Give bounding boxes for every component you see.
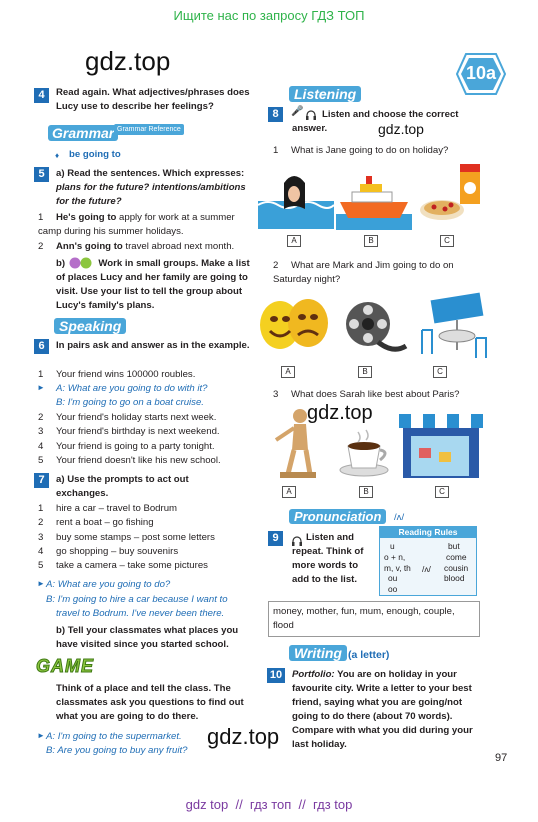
reading-rules-box <box>379 526 477 596</box>
item-number: 2 <box>38 241 44 252</box>
option-b-box[interactable]: B <box>359 486 373 498</box>
list-item <box>38 240 253 254</box>
ex7-a: a) Use the prompts to act out exchanges. <box>56 474 189 499</box>
exercise-number: 10 <box>267 668 285 683</box>
list-item: 3 buy some stamps – post some letters <box>38 532 215 543</box>
option-b-box[interactable]: B <box>358 366 372 378</box>
picture-coffee-cup <box>336 428 392 478</box>
picture-swimming <box>258 165 334 229</box>
list-item: 1 Your friend wins 100000 roubles. <box>38 369 196 380</box>
picture-cruise-ship <box>336 172 412 230</box>
unit-badge <box>456 52 506 96</box>
grammar-header <box>48 126 188 142</box>
speaking-header: Speaking <box>54 318 126 334</box>
list-item: 5 Your friend doesn't like his new school. <box>38 455 221 466</box>
picture-film-reel <box>338 296 408 358</box>
option-c-box[interactable]: C <box>433 366 447 378</box>
word-list-box: money, mother, fun, mum, enough, couple, flood <box>268 601 480 637</box>
writing-header: Writing <box>289 645 347 661</box>
bullet-icon: ♦ <box>55 151 60 160</box>
list-item: 4 go shopping – buy souvenirs <box>38 546 179 557</box>
watermark: gdz.top <box>307 402 373 424</box>
item-text: travel abroad next month. <box>122 241 235 252</box>
item-bold: He's going to <box>56 212 117 223</box>
ex4-instruction: Read again. What adjectives/phrases does Lucy use to describe her feelings? <box>56 87 250 112</box>
item-bold: Ann's going to <box>56 241 123 252</box>
game-text: Think of a place and tell the class. The classmates ask you questions to find out what you are going to do there. <box>56 683 244 722</box>
exercise-number: 4 <box>34 88 49 103</box>
model-b: B: I'm going to hire a car because I want to <box>46 594 228 605</box>
list-item <box>38 211 253 239</box>
listening-header: Listening <box>289 86 361 102</box>
unit-label: 10a <box>465 63 497 83</box>
watermark: gdz.top <box>85 46 171 76</box>
header-watermark: Ищите нас по запросу ГДЗ ТОП <box>173 8 365 23</box>
ex9-instruction: Listen and repeat. Think of more words to add to the list. <box>292 532 364 585</box>
ex10-instruction <box>292 668 482 752</box>
ex5-a-text: Read the sentences. Which expresses: <box>67 168 245 179</box>
option-a-box[interactable]: A <box>281 366 295 378</box>
picture-theatre-masks <box>256 295 332 355</box>
sound-symbol: /ʌ/ <box>394 512 405 523</box>
writing-subtitle: (a letter) <box>348 649 390 661</box>
ex5-a <box>56 167 256 209</box>
ex10-text: You are on holiday in your favourite city. Write a letter to your best friend, saying what you are going/not going to do there (about 70 words). Compare with what you did during your last holiday. <box>292 669 473 750</box>
exercise-number: 7 <box>34 473 49 488</box>
arrow-icon: ► <box>37 383 45 392</box>
arrow-icon: ► <box>37 579 45 588</box>
model-a: A: What are you going to do? <box>46 579 171 590</box>
rules-left: u o + n, m, v, th ou oo <box>384 541 411 595</box>
rules-symbol: /ʌ/ <box>422 564 431 574</box>
page-number: 97 <box>495 752 508 764</box>
model-b: B: Are you going to buy any fruit? <box>46 745 188 756</box>
ex8-instruction: Listen and choose the correct answer. <box>292 109 459 134</box>
group-work-icon <box>68 257 96 269</box>
part-label: a) <box>56 168 65 179</box>
grammar-topic: be going to <box>69 149 121 160</box>
question: 1 What is Jane going to do on holiday? <box>273 145 449 156</box>
model-a: A: I'm going to the supermarket. <box>46 731 182 742</box>
exercise-number: 6 <box>34 339 49 354</box>
rules-right: but come cousin blood <box>444 541 469 584</box>
option-c-box[interactable]: C <box>435 486 449 498</box>
list-item: 2 rent a boat – go fishing <box>38 517 154 528</box>
list-item: 4 Your friend is going to a party tonight. <box>38 441 215 452</box>
item-number: 1 <box>38 212 44 223</box>
footer-watermark: gdz top // гдз топ // гдз top <box>185 797 353 812</box>
exercise-number: 5 <box>34 167 49 182</box>
list-item: 2 Your friend's holiday starts next week. <box>38 412 217 423</box>
model-b: B: I'm going to go on a boat cruise. <box>56 397 204 408</box>
reading-rules-title: Reading Rules <box>380 527 476 538</box>
picture-shop-front <box>399 406 483 480</box>
option-a-box[interactable]: A <box>287 235 301 247</box>
ex7-b: b) Tell your classmates what places you have visited since you started school. <box>56 625 239 650</box>
arrow-icon: ► <box>37 731 45 740</box>
ex5-b <box>56 257 256 313</box>
ex6-instruction: In pairs ask and answer as in the example. <box>56 340 250 351</box>
portfolio-label: Portfolio: <box>292 669 335 680</box>
list-item: 1 hire a car – travel to Bodrum <box>38 503 178 514</box>
question: 3 What does Sarah like best about Paris? <box>273 389 460 400</box>
ex5-b-text: Work in small groups. Make a list of places Lucy and her family are going to visit. Use your list to tell the group about Lucy's family's plans. <box>56 258 250 311</box>
question: 2 What are Mark and Jim going to do on Saturday night? <box>273 260 454 285</box>
grammar-reference-link[interactable]: Grammar Reference <box>114 124 184 135</box>
model-b-cont: travel to Bodrum. I've never been there. <box>56 608 225 619</box>
part-label: b) <box>56 258 66 269</box>
option-a-box[interactable]: A <box>282 486 296 498</box>
model-a: A: What are you going to do with it? <box>56 383 208 394</box>
microphone-icon: 🎤 <box>291 106 304 117</box>
ex5-a-italic: plans for the future? intentions/ambitions for the future? <box>56 182 246 207</box>
picture-food <box>418 160 490 224</box>
picture-statue <box>270 406 318 480</box>
item-text: apply for work at a summer camp during his summer holidays. <box>38 212 235 237</box>
watermark: gdz.top <box>378 121 424 137</box>
list-item: 3 Your friend's birthday is next weekend. <box>38 426 220 437</box>
list-item: 5 take a camera – take some pictures <box>38 560 208 571</box>
pronunciation-header: Pronunciation <box>289 509 386 524</box>
option-b-box[interactable]: B <box>364 235 378 247</box>
exercise-number: 8 <box>268 107 283 122</box>
exercise-number: 9 <box>268 531 283 546</box>
watermark: gdz.top <box>207 724 280 749</box>
option-c-box[interactable]: C <box>440 235 454 247</box>
grammar-title: Grammar <box>48 125 118 141</box>
picture-cafe-table <box>410 290 490 360</box>
game-header: GAME <box>36 656 94 676</box>
